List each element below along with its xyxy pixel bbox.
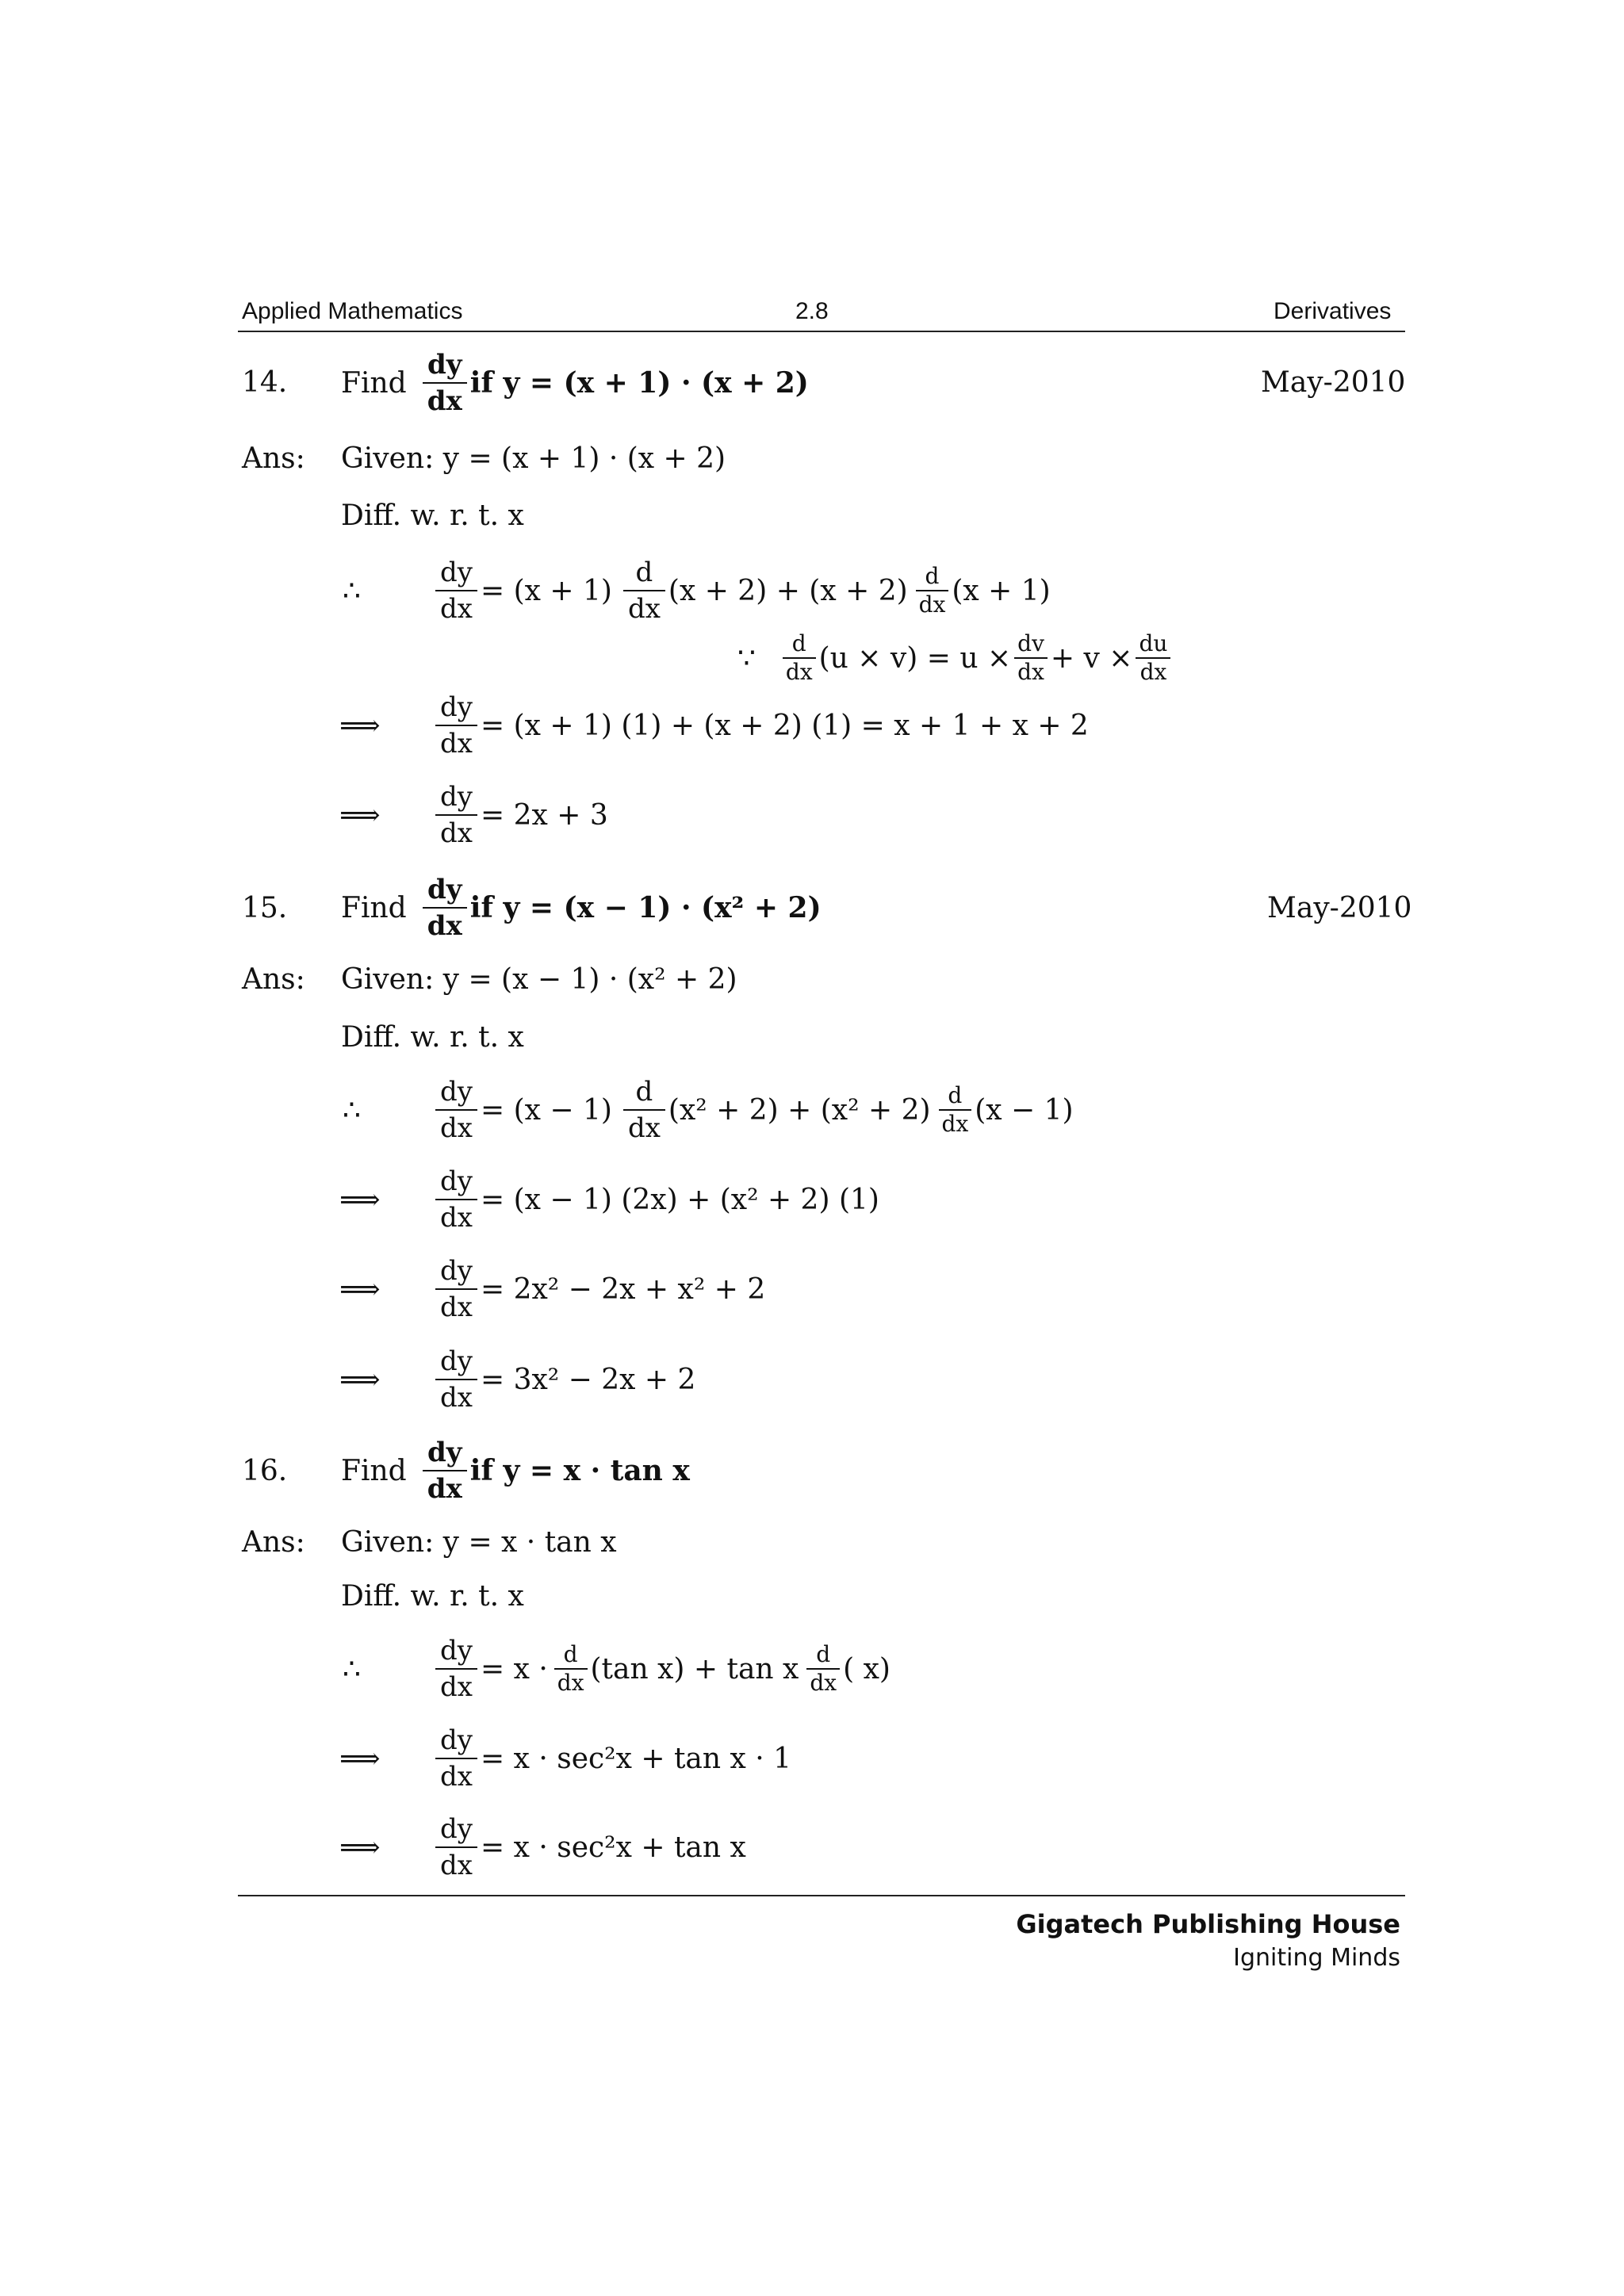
dy-dx-fraction [435, 1812, 477, 1883]
q16-diff: Diff. w. r. t. x [341, 1580, 524, 1613]
fraction-denominator: dx [557, 1670, 584, 1696]
fraction-numerator: dy [440, 1813, 473, 1845]
d-dx-operator [554, 1641, 588, 1697]
fraction-denominator: dx [427, 910, 462, 942]
fraction-denominator: dx [440, 1382, 473, 1414]
dy-dx-fraction [435, 1074, 477, 1146]
fraction-numerator: dy [427, 1437, 462, 1468]
d-dx-operator [623, 555, 665, 626]
q16-implies-symbol-1: ⟹ [339, 1743, 381, 1775]
fraction-numerator: dv [1017, 630, 1044, 656]
q14-find: Find [341, 366, 407, 400]
header-rule [238, 331, 1405, 332]
step-expression: = (x − 1) [480, 1093, 612, 1127]
q16-step1 [432, 1633, 891, 1705]
fraction-denominator: dx [627, 1112, 661, 1144]
q14-ans-label: Ans: [242, 442, 305, 475]
q14-date: May-2010 [1261, 366, 1406, 399]
q14-step1 [432, 555, 1051, 626]
fraction-numerator: dy [440, 1076, 473, 1108]
step-expression: = (x + 1) [480, 574, 612, 607]
q16-step3 [432, 1812, 746, 1883]
step-expression: (x − 1) [975, 1093, 1074, 1127]
q14-question [341, 347, 809, 419]
q16-find: Find [341, 1454, 407, 1487]
footer-rule [238, 1895, 1405, 1896]
fraction-denominator: dx [440, 1292, 473, 1323]
fraction-denominator: dx [427, 1473, 462, 1505]
q14-step3 [432, 779, 608, 851]
fraction-denominator: dx [918, 591, 946, 618]
fraction-numerator: dy [427, 874, 462, 905]
d-dx-operator [916, 563, 949, 618]
fraction-denominator: dx [440, 1850, 473, 1881]
dy-dx-fraction [435, 555, 477, 626]
q15-step2 [432, 1164, 879, 1235]
q14-diff: Diff. w. r. t. x [341, 499, 524, 532]
fraction-numerator: d [816, 1641, 831, 1667]
fraction-denominator: dx [941, 1111, 969, 1137]
step-expression: = 2x + 3 [480, 798, 608, 832]
fraction-denominator: dx [785, 659, 813, 685]
because-symbol: ∵ [737, 641, 756, 675]
publisher-name: Gigatech Publishing House [1016, 1909, 1400, 1939]
fraction-denominator: dx [440, 817, 473, 849]
fraction-numerator: dy [440, 1635, 473, 1667]
dy-dx-fraction [435, 1633, 477, 1705]
q15-question-expr: if y = (x − 1) · (x² + 2) [469, 891, 822, 924]
fraction-numerator: dy [440, 781, 473, 813]
q16-implies-symbol-2: ⟹ [339, 1831, 381, 1864]
fraction-denominator: dx [440, 728, 473, 760]
q16-therefore-symbol: ∴ [343, 1653, 361, 1686]
fraction-denominator: dx [1017, 659, 1044, 685]
step-expression: = (x − 1) (2x) + (x² + 2) (1) [480, 1183, 879, 1216]
q16-number: 16. [242, 1455, 288, 1487]
step-expression: ( x) [843, 1652, 891, 1686]
fraction-denominator: dx [440, 1202, 473, 1234]
fraction-denominator: dx [427, 385, 462, 417]
q16-step2 [432, 1723, 791, 1794]
q15-ans-label: Ans: [242, 963, 305, 996]
q15-given: Given: y = (x − 1) · (x² + 2) [341, 963, 737, 996]
q14-therefore-symbol: ∴ [343, 575, 361, 607]
fraction-numerator: d [635, 557, 653, 588]
d-dx-operator [623, 1074, 665, 1146]
q15-question [341, 872, 822, 943]
q14-implies-symbol-2: ⟹ [339, 799, 381, 832]
fraction-numerator: d [563, 1641, 578, 1667]
dy-dx-fraction [435, 1164, 477, 1235]
q14-product-rule [737, 626, 1174, 690]
step-expression: (tan x) + tan x [590, 1652, 799, 1686]
step-expression: = 3x² − 2x + 2 [480, 1363, 696, 1396]
d-dx-operator [806, 1641, 840, 1697]
q14-implies-symbol-1: ⟹ [339, 710, 381, 742]
q15-implies-symbol-3: ⟹ [339, 1364, 381, 1396]
fraction-numerator: dy [440, 691, 473, 723]
dy-dx-fraction [435, 1723, 477, 1794]
step-expression: (x + 1) [952, 574, 1051, 607]
q14-number: 14. [242, 366, 288, 399]
fraction-numerator: dy [440, 1165, 473, 1197]
dy-dx-fraction [435, 690, 477, 761]
step-expression: (x² + 2) + (x² + 2) [668, 1093, 931, 1127]
header-chapter: Derivatives [1274, 298, 1392, 324]
fraction-denominator: dx [810, 1670, 837, 1696]
q16-question-fraction [423, 1435, 467, 1506]
fraction-numerator: dy [440, 557, 473, 588]
fraction-numerator: dy [440, 1724, 473, 1756]
step-expression: = 2x² − 2x + x² + 2 [480, 1272, 766, 1306]
q15-implies-symbol-2: ⟹ [339, 1273, 381, 1306]
q16-question-expr: if y = x · tan x [469, 1454, 690, 1487]
step-expression: = x · sec²x + tan x · 1 [480, 1742, 792, 1775]
q15-find: Find [341, 891, 407, 924]
page-number: 2.8 [795, 298, 829, 324]
q15-number: 15. [242, 892, 288, 924]
q15-step3 [432, 1253, 765, 1325]
dy-dx-fraction [435, 1253, 477, 1325]
step-expression: = (x + 1) (1) + (x + 2) (1) = x + 1 + x + 2 [480, 709, 1089, 742]
q14-step2 [432, 690, 1089, 761]
step-expression: = x · [480, 1652, 548, 1686]
fraction-denominator: dx [440, 1761, 473, 1793]
fraction-numerator: d [791, 630, 806, 656]
q16-ans-label: Ans: [242, 1526, 305, 1559]
q15-step4 [432, 1344, 695, 1415]
fraction-numerator: dy [427, 349, 462, 381]
fraction-numerator: dy [440, 1345, 473, 1377]
fraction-numerator: d [948, 1082, 963, 1108]
fraction-numerator: d [635, 1076, 653, 1108]
q15-implies-symbol-1: ⟹ [339, 1184, 381, 1216]
dy-dx-fraction [435, 1344, 477, 1415]
fraction-denominator: dx [440, 593, 473, 625]
step-expression: = x · sec²x + tan x [480, 1831, 746, 1864]
fraction-denominator: dx [1139, 659, 1167, 685]
q15-date: May-2010 [1267, 892, 1412, 924]
dv-dx-fraction [1014, 630, 1048, 686]
q15-diff: Diff. w. r. t. x [341, 1021, 524, 1054]
q16-given: Given: y = x · tan x [341, 1526, 617, 1559]
fraction-denominator: dx [627, 593, 661, 625]
fraction-denominator: dx [440, 1112, 473, 1144]
header-subject: Applied Mathematics [242, 298, 463, 324]
q14-question-fraction [423, 347, 467, 419]
rule-expression: (u × v) = u × [818, 641, 1012, 675]
q16-question [341, 1435, 690, 1506]
rule-expression: + v × [1050, 641, 1133, 675]
d-dx-operator [783, 630, 816, 686]
q15-step1 [432, 1074, 1074, 1146]
fraction-denominator: dx [440, 1671, 473, 1703]
q15-question-fraction [423, 872, 467, 943]
dy-dx-fraction [435, 779, 477, 851]
d-dx-operator [939, 1082, 972, 1138]
du-dx-fraction [1136, 630, 1170, 686]
fraction-numerator: d [925, 563, 940, 589]
q14-given: Given: y = (x + 1) · (x + 2) [341, 442, 726, 475]
publisher-tagline: Igniting Minds [1233, 1944, 1400, 1972]
q14-question-expr: if y = (x + 1) · (x + 2) [469, 366, 809, 400]
step-expression: (x + 2) + (x + 2) [668, 574, 908, 607]
fraction-numerator: du [1139, 630, 1168, 656]
fraction-numerator: dy [440, 1255, 473, 1287]
q15-therefore-symbol: ∴ [343, 1094, 361, 1127]
